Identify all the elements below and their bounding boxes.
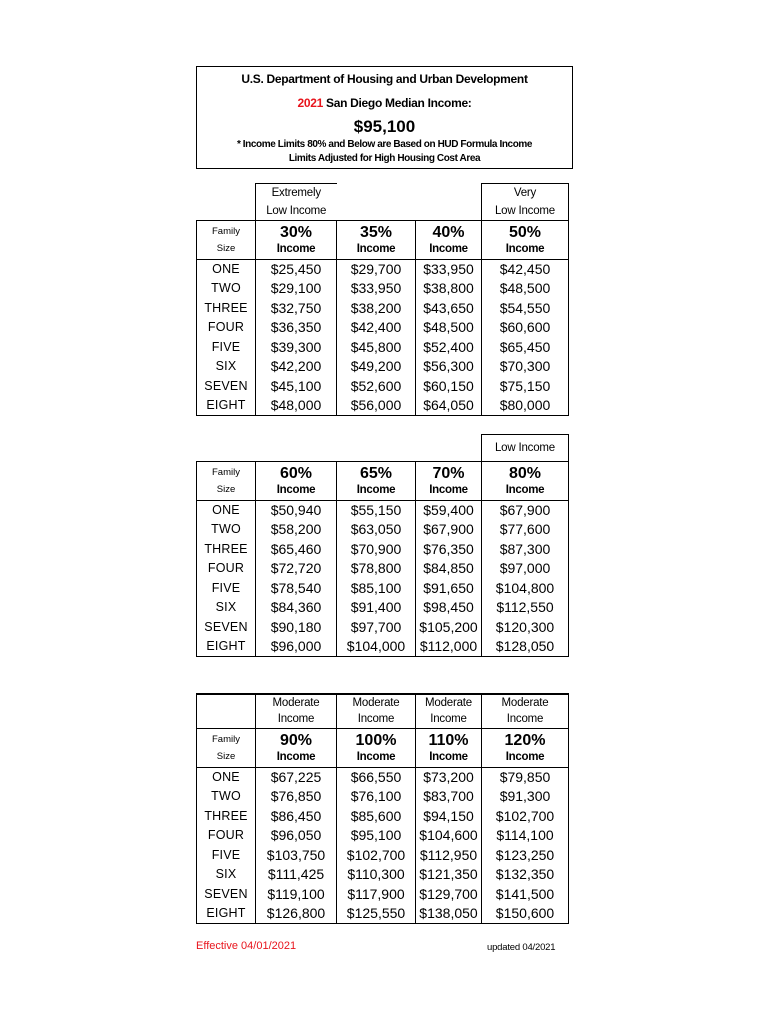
size-label: Size [216, 484, 236, 495]
income-cell: $79,850 [482, 768, 569, 788]
income-cell: $48,500 [416, 318, 482, 338]
income-cell: $86,450 [256, 807, 337, 827]
income-cell: $33,950 [416, 260, 482, 280]
income-cell: $78,800 [337, 559, 416, 579]
income-cell: $111,425 [256, 865, 337, 885]
income-label: Income [505, 751, 545, 763]
income-cell: $52,400 [416, 338, 482, 358]
table-row [197, 357, 569, 377]
percent-label: 70% [432, 465, 465, 482]
family-size-cell: TWO [197, 279, 256, 299]
income-cell: $98,450 [416, 598, 482, 618]
income-cell: $90,180 [256, 618, 337, 638]
income-cell: $45,800 [337, 338, 416, 358]
agency-title: U.S. Department of Housing and Urban Development [241, 72, 528, 86]
updated-date: updated 04/2021 [487, 942, 556, 953]
table-row [197, 598, 569, 618]
table-row [197, 260, 569, 280]
income-cell: $132,350 [482, 865, 569, 885]
percent-label: 80% [508, 465, 542, 482]
income-cell: $129,700 [416, 885, 482, 905]
income-label: Income [505, 243, 545, 255]
income-cell: $112,950 [416, 846, 482, 866]
table-row [197, 520, 569, 540]
percent-label: 90% [279, 732, 313, 749]
family-size-cell: THREE [197, 540, 256, 560]
table-row [197, 618, 569, 638]
table-row [197, 299, 569, 319]
family-size-cell: SIX [197, 865, 256, 885]
family-size-cell: EIGHT [197, 396, 256, 416]
income-label: Income [429, 243, 468, 255]
income-cell: $32,750 [256, 299, 337, 319]
income-cell: $36,350 [256, 318, 337, 338]
income-cell: $45,100 [256, 377, 337, 397]
income-cell: $43,650 [416, 299, 482, 319]
income-cell: $70,900 [337, 540, 416, 560]
income-cell: $65,460 [256, 540, 337, 560]
family-size-cell: TWO [197, 787, 256, 807]
family-size-cell: FOUR [197, 826, 256, 846]
family-label: Family [212, 226, 240, 237]
income-label: Income [276, 243, 316, 255]
percent-header [416, 221, 482, 260]
note-line-1: * Income Limits 80% and Below are Based on HUD Formula Income [236, 139, 533, 150]
category-label: Very [482, 184, 569, 203]
income-cell: $56,300 [416, 357, 482, 377]
table-row [197, 318, 569, 338]
income-table-1 [196, 183, 569, 416]
percent-label: 100% [355, 732, 397, 749]
family-size-cell: EIGHT [197, 637, 256, 657]
table-row [197, 807, 569, 827]
income-cell: $112,550 [482, 598, 569, 618]
income-cell: $78,540 [256, 579, 337, 599]
income-cell: $76,100 [337, 787, 416, 807]
income-cell: $60,600 [482, 318, 569, 338]
income-cell: $25,450 [256, 260, 337, 280]
income-cell: $105,200 [416, 618, 482, 638]
table-row [197, 865, 569, 885]
income-cell: $42,200 [256, 357, 337, 377]
income-cell: $52,600 [337, 377, 416, 397]
income-cell: $123,250 [482, 846, 569, 866]
income-cell: $104,000 [337, 637, 416, 657]
income-cell: $114,100 [482, 826, 569, 846]
table-row [197, 787, 569, 807]
income-cell: $102,700 [482, 807, 569, 827]
percent-header [416, 729, 482, 768]
income-label: Income [505, 484, 545, 496]
table-row [197, 279, 569, 299]
size-label: Size [216, 751, 236, 762]
percent-label: 65% [359, 465, 393, 482]
family-size-cell: EIGHT [197, 904, 256, 924]
category-label [416, 202, 482, 221]
median-income-label: San Diego Median Income: [322, 96, 472, 110]
table-row [197, 396, 569, 416]
income-cell: $125,550 [337, 904, 416, 924]
income-label: Income [356, 751, 396, 763]
income-cell: $75,150 [482, 377, 569, 397]
income-cell: $91,400 [337, 598, 416, 618]
family-size-cell: SEVEN [197, 885, 256, 905]
percent-header [482, 462, 569, 501]
income-cell: $70,300 [482, 357, 569, 377]
income-cell: $91,650 [416, 579, 482, 599]
category-label: Moderate [337, 694, 416, 711]
family-size-header [197, 462, 256, 501]
income-cell: $95,100 [337, 826, 416, 846]
percent-label: 35% [359, 224, 393, 241]
income-cell: $97,700 [337, 618, 416, 638]
category-label [337, 202, 416, 221]
table-row [197, 377, 569, 397]
income-cell: $120,300 [482, 618, 569, 638]
income-cell: $55,150 [337, 501, 416, 521]
table-row [197, 885, 569, 905]
median-income-heading [197, 96, 572, 110]
income-cell: $94,150 [416, 807, 482, 827]
family-size-cell: THREE [197, 807, 256, 827]
income-cell: $85,600 [337, 807, 416, 827]
table-row [197, 559, 569, 579]
category-label: Low Income [256, 202, 337, 221]
income-cell: $33,950 [337, 279, 416, 299]
table-row [197, 501, 569, 521]
category-label: Moderate [416, 694, 482, 711]
percent-header [256, 729, 337, 768]
income-cell: $63,050 [337, 520, 416, 540]
table-row [197, 826, 569, 846]
category-label [416, 184, 482, 203]
category-label: Low Income [482, 202, 569, 221]
family-size-cell: FOUR [197, 559, 256, 579]
family-size-cell: SEVEN [197, 377, 256, 397]
family-size-cell: ONE [197, 768, 256, 788]
family-size-cell: SEVEN [197, 618, 256, 638]
percent-label: 50% [508, 224, 542, 241]
income-cell: $77,600 [482, 520, 569, 540]
income-cell: $102,700 [337, 846, 416, 866]
family-size-cell: FIVE [197, 338, 256, 358]
table-row [197, 768, 569, 788]
income-cell: $56,000 [337, 396, 416, 416]
income-cell: $48,500 [482, 279, 569, 299]
income-cell: $112,000 [416, 637, 482, 657]
income-cell: $65,450 [482, 338, 569, 358]
income-label: Income [276, 484, 316, 496]
note-line-2: Limits Adjusted for High Housing Cost Area [288, 153, 481, 164]
median-income-value: $95,100 [353, 117, 416, 136]
income-label: Income [276, 751, 316, 763]
income-cell: $59,400 [416, 501, 482, 521]
income-label: Income [429, 751, 468, 763]
family-size-cell: FIVE [197, 846, 256, 866]
income-cell: $119,100 [256, 885, 337, 905]
category-label: Extremely [256, 184, 337, 203]
category-label [337, 184, 416, 203]
category-label: Income [416, 711, 482, 729]
table-row [197, 540, 569, 560]
income-cell: $138,050 [416, 904, 482, 924]
percent-header [482, 221, 569, 260]
header-box [196, 66, 573, 169]
category-label: Moderate [256, 694, 337, 711]
income-cell: $60,150 [416, 377, 482, 397]
category-label: Income [256, 711, 337, 729]
family-size-cell: ONE [197, 501, 256, 521]
percent-label: 30% [279, 224, 313, 241]
income-cell: $126,800 [256, 904, 337, 924]
year-label: 2021 [297, 96, 323, 110]
income-label: Income [356, 243, 396, 255]
percent-header [256, 462, 337, 501]
table-row [197, 904, 569, 924]
income-cell: $42,450 [482, 260, 569, 280]
income-cell: $87,300 [482, 540, 569, 560]
family-size-cell: FOUR [197, 318, 256, 338]
income-label: Income [356, 484, 396, 496]
income-cell: $29,700 [337, 260, 416, 280]
income-cell: $48,000 [256, 396, 337, 416]
percent-label: 60% [279, 465, 313, 482]
family-size-cell: SIX [197, 598, 256, 618]
income-cell: $38,200 [337, 299, 416, 319]
income-cell: $84,850 [416, 559, 482, 579]
category-label: Income [482, 711, 569, 729]
income-label: Income [429, 484, 468, 496]
family-label: Family [212, 467, 240, 478]
income-cell: $104,800 [482, 579, 569, 599]
income-cell: $58,200 [256, 520, 337, 540]
income-cell: $104,600 [416, 826, 482, 846]
income-table-2 [196, 434, 569, 657]
category-label: Income [337, 711, 416, 729]
income-cell: $83,700 [416, 787, 482, 807]
income-cell: $121,350 [416, 865, 482, 885]
income-cell: $39,300 [256, 338, 337, 358]
income-cell: $96,050 [256, 826, 337, 846]
table-row [197, 338, 569, 358]
income-cell: $117,900 [337, 885, 416, 905]
family-size-cell: TWO [197, 520, 256, 540]
category-label: Low Income [482, 435, 569, 462]
income-cell: $103,750 [256, 846, 337, 866]
income-cell: $96,000 [256, 637, 337, 657]
percent-header [337, 221, 416, 260]
percent-header [416, 462, 482, 501]
size-label: Size [216, 243, 236, 254]
income-cell: $85,100 [337, 579, 416, 599]
family-label: Family [212, 734, 240, 745]
income-cell: $49,200 [337, 357, 416, 377]
income-cell: $110,300 [337, 865, 416, 885]
percent-label: 120% [504, 732, 546, 749]
family-size-cell: THREE [197, 299, 256, 319]
income-cell: $76,350 [416, 540, 482, 560]
income-cell: $38,800 [416, 279, 482, 299]
income-table-3 [196, 693, 569, 924]
income-cell: $128,050 [482, 637, 569, 657]
income-cell: $42,400 [337, 318, 416, 338]
percent-label: 40% [432, 224, 465, 241]
income-cell: $73,200 [416, 768, 482, 788]
percent-label: 110% [428, 732, 469, 749]
effective-date: Effective 04/01/2021 [196, 940, 297, 952]
category-label: Moderate [482, 694, 569, 711]
family-size-header [197, 729, 256, 768]
income-cell: $80,000 [482, 396, 569, 416]
family-size-header [197, 221, 256, 260]
income-cell: $84,360 [256, 598, 337, 618]
income-cell: $141,500 [482, 885, 569, 905]
income-cell: $72,720 [256, 559, 337, 579]
income-cell: $150,600 [482, 904, 569, 924]
income-cell: $50,940 [256, 501, 337, 521]
income-cell: $64,050 [416, 396, 482, 416]
table-row [197, 846, 569, 866]
family-size-cell: ONE [197, 260, 256, 280]
income-cell: $54,550 [482, 299, 569, 319]
percent-header [256, 221, 337, 260]
income-cell: $66,550 [337, 768, 416, 788]
income-cell: $29,100 [256, 279, 337, 299]
percent-header [482, 729, 569, 768]
family-size-cell: FIVE [197, 579, 256, 599]
income-cell: $67,900 [482, 501, 569, 521]
percent-header [337, 729, 416, 768]
income-cell: $91,300 [482, 787, 569, 807]
table-row [197, 579, 569, 599]
table-row [197, 637, 569, 657]
income-cell: $67,900 [416, 520, 482, 540]
percent-header [337, 462, 416, 501]
family-size-cell: SIX [197, 357, 256, 377]
income-cell: $97,000 [482, 559, 569, 579]
income-cell: $67,225 [256, 768, 337, 788]
income-cell: $76,850 [256, 787, 337, 807]
